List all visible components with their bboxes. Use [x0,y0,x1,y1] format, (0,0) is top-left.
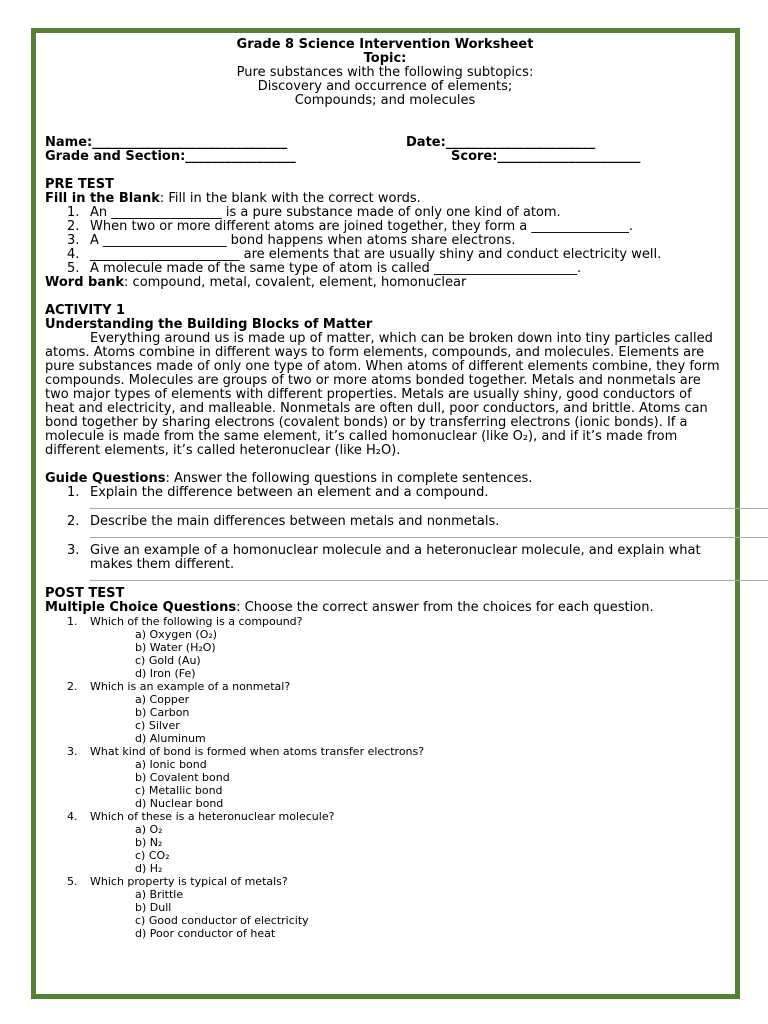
worksheet [45,38,725,940]
choice[interactable]: d) H₂ [135,862,163,875]
question-text: Which property is typical of metals? [90,875,288,888]
choice[interactable]: c) Gold (Au) [135,654,201,667]
instruction-label: Multiple Choice Questions [45,600,237,615]
item-text: Describe the main differences between metals and nonmetals. [90,514,500,529]
fields-row [45,136,725,150]
choice[interactable]: d) Aluminum [135,732,206,745]
mc-question: 4. Which of these is a heteronuclear molecule? [67,810,335,823]
choice[interactable]: d) Iron (Fe) [135,667,196,680]
worksheet-header [45,38,725,108]
list-item: 2. Describe the main differences between metals and nonmetals. [45,515,725,544]
item-text: Explain the difference between an element and a compound. [90,485,489,500]
pretest-instructions [45,192,725,206]
mc-question: 1. Which of the following is a compound? [67,615,303,628]
instruction-text: : Fill in the blank with the correct words. [159,191,421,206]
topic-line: Discovery and occurrence of elements; [257,79,513,94]
question-text: Which of these is a heteronuclear molecule? [90,810,335,823]
word-bank [45,276,725,290]
answer-line[interactable] [90,537,768,538]
mc-question: 5. Which property is typical of metals? [67,875,288,888]
guide-label: Guide Questions [45,471,166,486]
mc-question: 3. What kind of bond is formed when atoms transfer electrons? [67,745,425,758]
instruction-text: : Choose the correct answer from the choices for each question. [236,600,654,615]
choice[interactable]: d) Poor conductor of heat [135,927,276,940]
activity-heading: ACTIVITY 1 [45,303,126,318]
item-text: _______________________ are elements that are usually shiny and conduct electricity well. [90,247,662,262]
choice[interactable]: a) Brittle [135,888,184,901]
pretest-list [45,206,725,276]
question-text: What kind of bond is formed when atoms transfer electrons? [90,745,425,758]
choice[interactable]: c) CO₂ [135,849,170,862]
fields-row [45,150,725,164]
posttest-heading: POST TEST [45,586,125,601]
item-text: A ___________________ bond happens when atoms share electrons. [90,233,516,248]
list-item: 1. An _________________ is a pure substance made of only one kind of atom. [67,205,561,220]
choice[interactable]: a) O₂ [135,823,163,836]
choice[interactable]: b) Covalent bond [135,771,230,784]
instruction-label: Fill in the Blank [45,191,160,206]
item-text: A molecule made of the same type of atom is called ______________________. [90,261,582,276]
choice[interactable]: b) N₂ [135,836,163,849]
question-text: Which is an example of a nonmetal? [90,680,291,693]
score-field[interactable]: Score:______________________ [451,149,641,164]
activity-subheading: Understanding the Building Blocks of Matter [45,317,373,332]
item-text: When two or more different atoms are joined together, they form a _______________. [90,219,633,234]
list-item: 3. Give an example of a homonuclear molecule and a heteronuclear molecule, and explain what makes them different. [45,544,725,587]
choice[interactable]: c) Metallic bond [135,784,223,797]
answer-line[interactable] [90,580,768,581]
answer-line[interactable] [90,508,768,509]
guide-list [45,486,725,587]
name-field[interactable]: Name:______________________________ [45,135,288,150]
worksheet-title: Grade 8 Science Intervention Worksheet [236,37,534,52]
topic-label: Topic: [363,51,407,66]
choice[interactable]: d) Nuclear bond [135,797,224,810]
item-text: An _________________ is a pure substance made of only one kind of atom. [90,205,561,220]
list-item: 2. When two or more different atoms are joined together, they form a _______________. [67,219,633,234]
list-item: 3. A ___________________ bond happens when atoms share electrons. [67,233,516,248]
list-item: 5. A molecule made of the same type of atom is called ______________________. [67,261,582,276]
item-text: Give an example of a homonuclear molecule and a heteronuclear molecule, and explain what makes them different. [90,543,701,572]
choice[interactable]: a) Oxygen (O₂) [135,628,218,641]
posttest-instructions [45,601,725,615]
pretest-heading: PRE TEST [45,177,114,192]
guide-instructions [45,472,725,486]
activity-paragraph: Everything around us is made up of matter, which can be broken down into tiny particles called atoms. Atoms combine in different ways to form elements, compounds, and molecules. Elements are pure substances made of only one type of atom. When atoms of different elements combine, they form compounds. Molecules are groups of two or more atoms bonded together. Metals and nonmetals are two major types of elements with different properties. Metals are usually shiny, good conductors of heat and electricity, and malleable. Nonmetals are often dull, poor conductors, and brittle. Atoms can bond together by sharing electrons (covalent bonds) or by transferring electrons (ionic bonds). If a molecule is made from the same element, it’s called homonuclear (like O₂), and if it’s made from different elements, it’s called heteronuclear (like H₂O). [45,331,720,458]
choice[interactable]: b) Carbon [135,706,190,719]
choice[interactable]: a) Ionic bond [135,758,207,771]
choice[interactable]: b) Water (H₂O) [135,641,216,654]
word-bank-label: Word bank [45,275,125,290]
guide-text: : Answer the following questions in complete sentences. [165,471,533,486]
word-bank-words: : compound, metal, covalent, element, homonuclear [124,275,467,290]
choice[interactable]: b) Dull [135,901,172,914]
choice[interactable]: c) Silver [135,719,180,732]
date-field[interactable]: Date:_______________________ [406,135,596,150]
grade-section-field[interactable]: Grade and Section:_________________ [45,149,296,164]
list-item: 4. _______________________ are elements that are usually shiny and conduct electricity well. [67,247,662,262]
list-item: 1. Explain the difference between an element and a compound. [45,486,725,515]
choice[interactable]: a) Copper [135,693,190,706]
mc-questions [45,615,725,940]
choice[interactable]: c) Good conductor of electricity [135,914,309,927]
topic-line: Pure substances with the following subtopics: [236,65,534,80]
topic-line: Compounds; and molecules [294,93,476,108]
question-text: Which of the following is a compound? [90,615,303,628]
mc-question: 2. Which is an example of a nonmetal? [67,680,291,693]
